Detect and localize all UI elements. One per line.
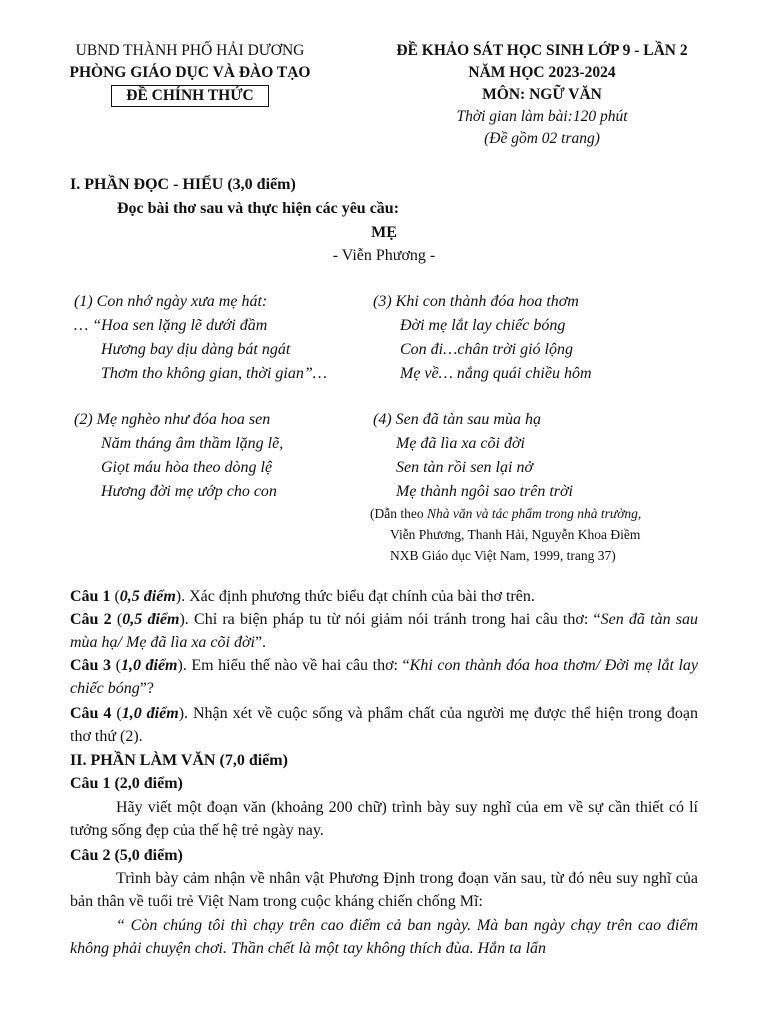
stanza-3 [373,290,592,386]
question-text: ). Xác định phương thức biểu đạt chính của bài thơ trên. [175,588,535,605]
question-label: Câu 3 [70,657,112,674]
poem-line: Mẹ đã lìa xa cõi đời [396,435,525,452]
poem-line: (1) Con nhớ ngày xưa mẹ hát: [74,293,268,310]
question-score: 0,5 điểm [119,588,176,605]
poem-author: - Viễn Phương - [332,247,436,264]
school-year: NĂM HỌC 2023-2024 [468,64,616,81]
question-1: Câu 1 (0,5 điểm). Xác định phương thức biểu đạt chính của bài thơ trên. [70,588,535,605]
poem-line: Giọt máu hòa theo dòng lệ [101,459,273,476]
part2-q2-heading: Câu 2 (5,0 điểm) [70,847,183,864]
question-score: 1,0 điểm [121,705,179,722]
part2-q2-text: Trình bày cảm nhận về nhân vật Phương Định trong đoạn văn sau, từ đó nêu suy nghĩ của bản thân về tuổi trẻ Việt Nam trong cuộc kháng chiến chống Mĩ: [70,870,698,910]
part2-heading: II. PHẦN LÀM VĂN (7,0 điểm) [70,752,288,769]
question-text: ). Nhận xét về cuộc sống và phẩm chất của người mẹ được thể hiện trong đoạn thơ thứ (2). [70,705,699,745]
poem-line: Hương đời mẹ ướp cho con [101,483,277,500]
time-allowed: Thời gian làm bài:120 phút [456,108,628,125]
part2-q1-text: Hãy viết một đoạn văn (khoảng 200 chữ) trình bày suy nghĩ của em về sự cần thiết có lí tưởng sống đẹp của thế hệ trẻ ngày nay. [70,799,698,839]
part2-q1-heading: Câu 1 (2,0 điểm) [70,775,183,792]
question-label: Câu 4 [70,705,112,722]
authority-name: UBND THÀNH PHỐ HẢI DƯƠNG [75,42,305,59]
poem-line: … “Hoa sen lặng lẽ dưới đầm [74,317,268,334]
question-score: 0,5 điểm [122,611,180,628]
story-excerpt: “ Còn chúng tôi thì chạy trên cao điểm cả ban ngày. Mà ban ngày chạy trên cao điểm không phải chuyện chơi. Thần chết là một tay không thích đùa. Hắn ta lẩn [70,917,698,957]
header-right [356,40,728,150]
poem-line: (4) Sen đã tàn sau mùa hạ [373,411,541,428]
question-text: ). Chỉ ra biện pháp tu từ nói giảm nói tránh trong hai câu thơ: “ [179,611,601,628]
question-label: Câu 1 [70,588,111,605]
question-text: ). Em hiểu thế nào về hai câu thơ: “ [177,657,410,674]
stanza-4 [373,408,573,504]
page-count: (Đề gồm 02 trang) [484,130,600,147]
poem-line: Mẹ về… nắng quái chiều hôm [400,365,592,382]
poem-line: Hương bay dịu dàng bát ngát [101,341,291,358]
poem-line: Con đi…chân trời gió lộng [400,341,573,358]
poem-line: Năm tháng âm thầm lặng lẽ, [101,435,284,452]
poem-title: MẸ [371,224,397,241]
exam-title: ĐỀ KHẢO SÁT HỌC SINH LỚP 9 - LẦN 2 [396,42,688,59]
subject: MÔN: NGỮ VĂN [482,86,602,103]
question-score: 1,0 điểm [120,657,178,674]
stanza-2 [74,408,283,504]
poem-line: Đời mẹ lắt lay chiếc bóng [400,317,566,334]
question-3: Câu 3 (1,0 điểm). Em hiểu thế nào về hai câu thơ: “Khi con thành đóa hoa thơm/ Đời mẹ lắt lay chiếc bóng”? [70,657,699,697]
question-quote: Khi con thành đóa hoa thơm/ Đời mẹ lắt lay chiếc bóng [70,657,699,697]
poem-line: Sen tàn rồi sen lại nở [396,459,533,476]
poem-line: (3) Khi con thành đóa hoa thơm [373,293,579,310]
department-name: PHÒNG GIÁO DỤC VÀ ĐÀO TẠO [69,64,311,81]
poem-line: (2) Mẹ nghèo như đóa hoa sen [74,411,271,428]
source-publisher: NXB Giáo dục Việt Nam, 1999, trang 37) [390,548,616,563]
question-end: ”. [254,633,267,651]
part1-heading: I. PHẦN ĐỌC - HIỂU (3,0 điểm) [70,176,296,193]
source-book: Nhà văn và tác phẩm trong nhà trường, [426,506,642,521]
poem-source [370,503,710,566]
stanza-1 [74,290,327,386]
question-4: Câu 4 (1,0 điểm). Nhận xét về cuộc sống và phẩm chất của người mẹ được thể hiện trong đoạn thơ thứ (2). [70,705,699,745]
reading-instruction: Đọc bài thơ sau và thực hiện các yêu cầu: [117,200,400,217]
question-end: ”? [139,679,154,697]
question-2: Câu 2 (0,5 điểm). Chỉ ra biện pháp tu từ nói giảm nói tránh trong hai câu thơ: “Sen đã tàn sau mùa hạ/ Mẹ đã lìa xa cõi đời”. [70,611,699,651]
question-label: Câu 2 [70,611,112,628]
poem-line: Mẹ thành ngôi sao trên trời [396,483,573,500]
poem-line: Thơm tho không gian, thời gian”… [101,365,327,382]
source-prefix: (Dẫn theo [370,506,427,521]
official-stamp: ĐỀ CHÍNH THỨC [111,85,268,107]
source-authors: Viễn Phương, Thanh Hải, Nguyễn Khoa Điềm [390,527,641,542]
question-quote: Sen đã tàn sau mùa hạ/ Mẹ đã lìa xa cõi đời [70,611,699,651]
header-left [40,40,340,107]
